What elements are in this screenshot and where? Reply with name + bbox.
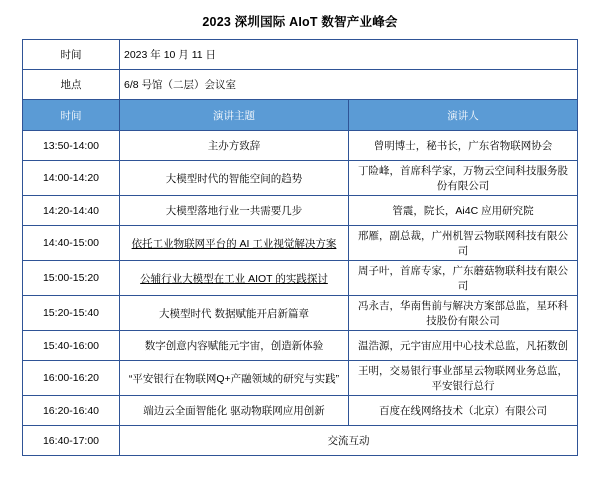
session-time: 16:00-16:20 <box>23 361 120 396</box>
schedule-table <box>22 39 578 456</box>
table-row <box>23 226 578 261</box>
session-topic: 主办方致辞 <box>120 131 349 161</box>
table-row <box>23 261 578 296</box>
session-speaker: 丁险峰，首席科学家，万物云空间科技服务股份有限公司 <box>349 161 578 196</box>
session-speaker: 王明，交易银行事业部星云物联网业务总监，平安银行总行 <box>349 361 578 396</box>
session-time: 16:20-16:40 <box>23 396 120 426</box>
meta-row-time <box>23 40 578 70</box>
session-topic: 大模型时代的智能空间的趋势 <box>120 161 349 196</box>
column-header-topic: 演讲主题 <box>120 100 349 131</box>
session-topic: 公辅行业大模型在工业 AIOT 的实践探讨 <box>120 261 349 296</box>
session-topic: 端边云全面智能化 驱动物联网应用创新 <box>120 396 349 426</box>
page-title: 2023 深圳国际 AIoT 数智产业峰会 <box>202 15 398 29</box>
session-time: 16:40-17:00 <box>23 426 120 456</box>
session-speaker: 温浩源，元宇宙应用中心技术总监，凡拓数创 <box>349 331 578 361</box>
session-topic: 大模型落地行业一共需要几步 <box>120 196 349 226</box>
session-topic: 数字创意内容赋能元宇宙，创造新体验 <box>120 331 349 361</box>
session-time: 14:20-14:40 <box>23 196 120 226</box>
session-topic: “平安银行在物联网Q+产融领域的研究与实践” <box>120 361 349 396</box>
session-time: 13:50-14:00 <box>23 131 120 161</box>
session-speaker: 管震，院长，Ai4C 应用研究院 <box>349 196 578 226</box>
session-time: 15:00-15:20 <box>23 261 120 296</box>
table-row <box>23 331 578 361</box>
meta-row-location <box>23 70 578 100</box>
session-time: 14:00-14:20 <box>23 161 120 196</box>
session-time: 14:40-15:00 <box>23 226 120 261</box>
meta-label-location: 地点 <box>23 70 120 100</box>
session-topic: 依托工业物联网平台的 AI 工业视觉解决方案 <box>120 226 349 261</box>
table-row <box>23 161 578 196</box>
session-time: 15:40-16:00 <box>23 331 120 361</box>
table-row <box>23 296 578 331</box>
session-speaker: 百度在线网络技术（北京）有限公司 <box>349 396 578 426</box>
meta-label-time: 时间 <box>23 40 120 70</box>
session-time: 15:20-15:40 <box>23 296 120 331</box>
column-header-speaker: 演讲人 <box>349 100 578 131</box>
table-header-row <box>23 100 578 131</box>
meta-value-time: 2023 年 10 月 11 日 <box>120 40 578 70</box>
session-speaker: 曾明博士，秘书长，广东省物联网协会 <box>349 131 578 161</box>
session-speaker: 周子叶，首席专家，广东蘑菇物联科技有限公司 <box>349 261 578 296</box>
session-topic: 交流互动 <box>120 426 578 456</box>
table-row <box>23 361 578 396</box>
meta-value-location: 6/8 号馆（二层）会议室 <box>120 70 578 100</box>
session-speaker: 冯永吉，华南售前与解决方案部总监，星环科技股份有限公司 <box>349 296 578 331</box>
table-row <box>23 196 578 226</box>
column-header-time: 时间 <box>23 100 120 131</box>
session-topic: 大模型时代 数据赋能开启新篇章 <box>120 296 349 331</box>
table-row <box>23 396 578 426</box>
table-row <box>23 131 578 161</box>
table-footer-row <box>23 426 578 456</box>
session-speaker: 邢雁，副总裁，广州机智云物联网科技有限公司 <box>349 226 578 261</box>
